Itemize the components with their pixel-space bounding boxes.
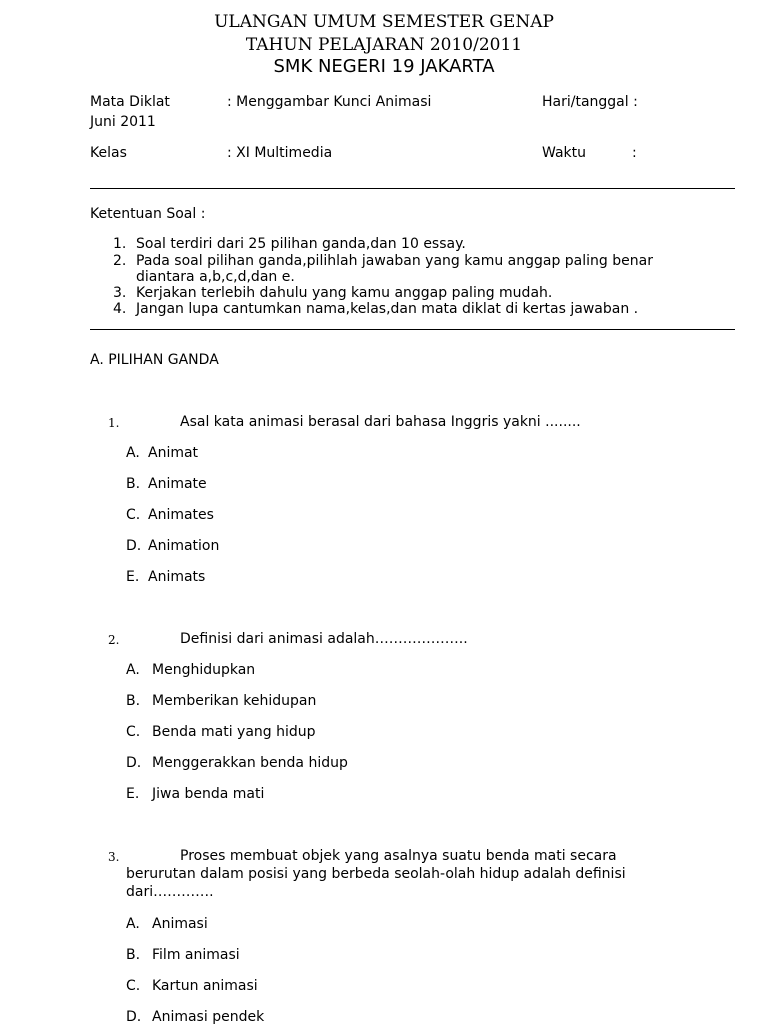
option-letter: B. xyxy=(126,693,141,709)
divider-bottom xyxy=(90,329,735,330)
option-text: Animate xyxy=(148,476,207,492)
kelas-label: Kelas xyxy=(90,145,127,161)
option-text: Animation xyxy=(148,538,220,554)
option-letter: C. xyxy=(126,724,141,740)
question-number: 1. xyxy=(108,416,120,430)
option-text: Animasi xyxy=(152,916,208,932)
rule-text: Pada soal pilihan ganda,pilihlah jawaban yang kamu anggap paling benar xyxy=(136,253,653,269)
option-letter: D. xyxy=(126,1009,142,1025)
waktu-label: Waktu xyxy=(542,145,586,161)
question-text-continued: dari…………. xyxy=(126,884,214,900)
option-letter: B. xyxy=(126,947,141,963)
question-text: Proses membuat objek yang asalnya suatu benda mati secara xyxy=(180,848,617,864)
option-text: Menggerakkan benda hidup xyxy=(152,755,348,771)
option-text: Kartun animasi xyxy=(152,978,258,994)
question-text-continued: berurutan dalam posisi yang berbeda seolah-olah hidup adalah definisi xyxy=(126,866,626,882)
mata-diklat-value: : Menggambar Kunci Animasi xyxy=(227,94,432,110)
option-text: Benda mati yang hidup xyxy=(152,724,316,740)
question-number: 2. xyxy=(108,633,120,647)
question-number: 3. xyxy=(108,850,120,864)
option-letter: D. xyxy=(126,538,142,554)
hari-tanggal-value: Juni 2011 xyxy=(90,114,156,130)
rule-text: Soal terdiri dari 25 pilihan ganda,dan 10 essay. xyxy=(136,236,466,252)
rule-text: Kerjakan terlebih dahulu yang kamu anggap paling mudah. xyxy=(136,285,553,301)
rule-number: 2. xyxy=(113,253,127,269)
question-text: Definisi dari animasi adalah……………….. xyxy=(180,631,468,647)
option-letter: A. xyxy=(126,916,140,932)
rule-number: 4. xyxy=(113,301,127,317)
option-letter: E. xyxy=(126,569,140,585)
option-letter: A. xyxy=(126,445,140,461)
rule-number: 1. xyxy=(113,236,127,252)
school-name: SMK NEGERI 19 JAKARTA xyxy=(273,56,495,77)
option-text: Menghidupkan xyxy=(152,662,256,678)
option-letter: A. xyxy=(126,662,140,678)
question-text: Asal kata animasi berasal dari bahasa Inggris yakni ........ xyxy=(180,414,581,430)
option-letter: D. xyxy=(126,755,142,771)
mata-diklat-label: Mata Diklat xyxy=(90,94,170,110)
hari-tanggal-label: Hari/tanggal : xyxy=(542,94,638,110)
option-text: Jiwa benda mati xyxy=(152,786,265,802)
rules-title: Ketentuan Soal : xyxy=(90,206,206,222)
kelas-value: : XI Multimedia xyxy=(227,145,333,161)
divider-top xyxy=(90,188,735,189)
rule-text-continued: diantara a,b,c,d,dan e. xyxy=(136,269,295,285)
option-text: Animasi pendek xyxy=(152,1009,265,1025)
option-text: Memberikan kehidupan xyxy=(152,693,317,709)
option-letter: C. xyxy=(126,978,141,994)
academic-year: TAHUN PELAJARAN 2010/2011 xyxy=(245,35,523,55)
rule-number: 3. xyxy=(113,285,127,301)
section-title: A. PILIHAN GANDA xyxy=(90,352,219,368)
option-letter: B. xyxy=(126,476,141,492)
rule-text: Jangan lupa cantumkan nama,kelas,dan mata diklat di kertas jawaban . xyxy=(136,301,639,317)
option-letter: C. xyxy=(126,507,141,523)
option-text: Animats xyxy=(148,569,206,585)
option-letter: E. xyxy=(126,786,140,802)
option-text: Animates xyxy=(148,507,214,523)
option-text: Film animasi xyxy=(152,947,240,963)
option-text: Animat xyxy=(148,445,199,461)
waktu-colon: : xyxy=(632,145,637,161)
exam-title: ULANGAN UMUM SEMESTER GENAP xyxy=(214,12,554,32)
